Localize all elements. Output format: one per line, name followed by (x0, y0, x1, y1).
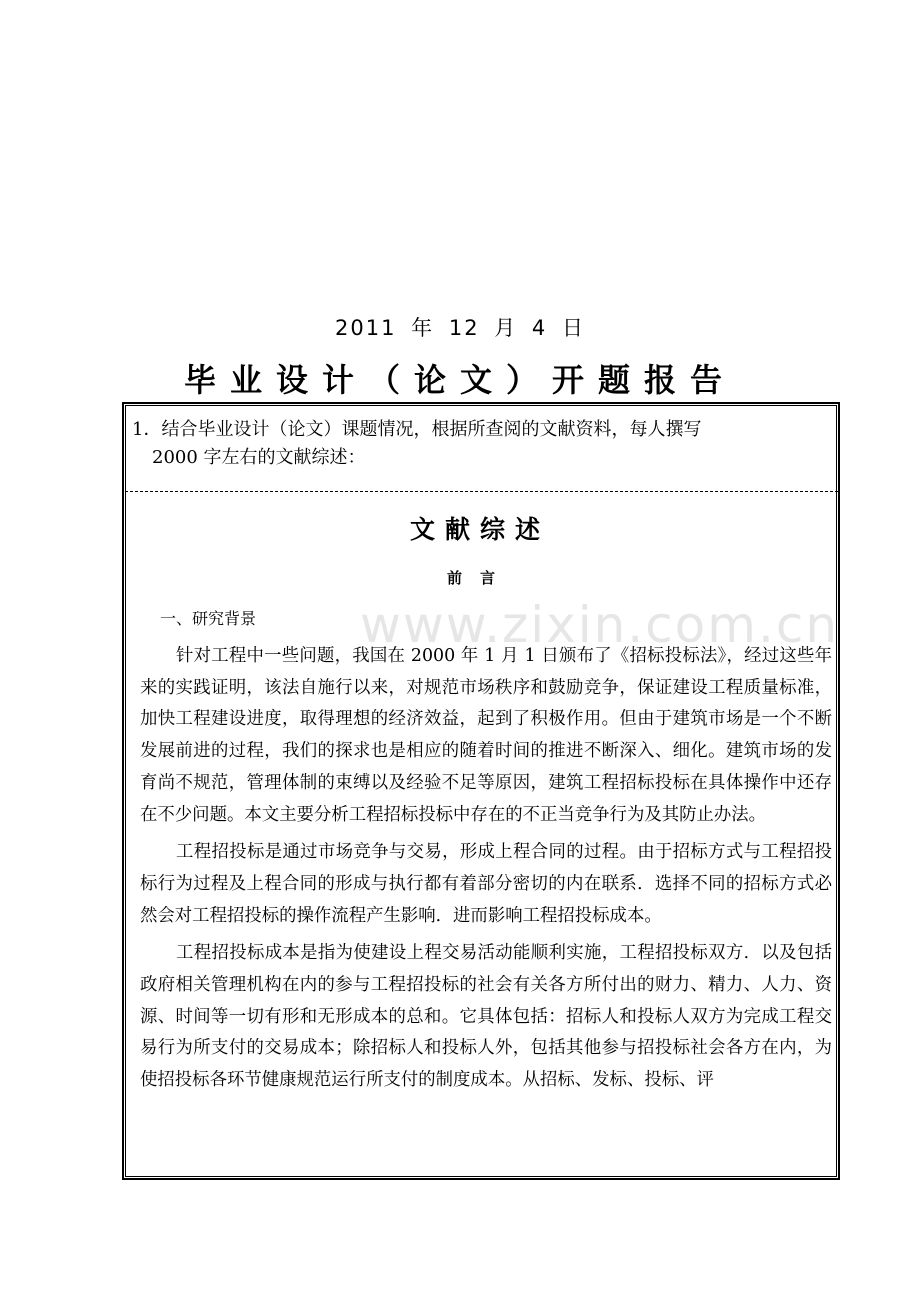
watermark: www.zixin.com.cn (360, 596, 840, 654)
prompt-line-2: 2000 字左右的文献综述： (152, 447, 366, 468)
paragraph: 针对工程中一些问题，我国在 2000 年 1 月 1 日颁布了《招标投标法》，经过这些年来的实践证明，该法自施行以来，对规范市场秩序和鼓励竞争，保证建设工程质量标准，加快工程建设进度，取得理想的经济效益，起到了积极作用。但由于建筑市场是一个不断发展前进的过程，我们的探求也是相应的随着时间的推进不断深入、细化。建筑市场的发育尚不规范，管理体制的束缚以及经验不足等原因，建筑工程招标投标在具体操作中还存在不少问题。本文主要分析工程招标投标中存在的不正当竞争行为及其防止办法。 (140, 646, 832, 825)
prompt-line-1: 1．结合毕业设计（论文）课题情况，根据所查阅的文献资料，每人撰写 (132, 419, 702, 440)
preface-heading: 前言 (446, 569, 513, 587)
paragraph: 工程招投标是通过市场竞争与交易，形成上程合同的过程。由于招标方式与工程招投标行为过程及上程合同的形成与执行都有着部分密切的内在联系．选择不同的招标方式必然会对工程招投标的操作流程产生影响．进而影响工程招投标成本。 (140, 842, 832, 926)
section-divider (125, 491, 838, 492)
research-background-heading: 一、研究背景 (160, 609, 257, 628)
review-body (140, 641, 832, 1097)
report-title: 毕业设计（论文）开题报告 (183, 361, 736, 399)
prompt-block (132, 416, 832, 472)
paragraph: 工程招投标成本是指为使建设上程交易活动能顺利实施，工程招投标双方．以及包括政府相关管理机构在内的参与工程招投标的社会有关各方所付出的财力、精力、人力、资源、时间等一切有形和无形成本的总和。它具体包括：招标人和投标人双方为完成工程交易行为所支付的交易成本；除招标人和投标人外，包括其他参与招投标社会各方在内，为使招投标各环节健康规范运行所支付的制度成本。从招标、发标、投标、评 (140, 943, 832, 1091)
review-title: 文献综述 (409, 515, 550, 544)
report-date: 2011 年 12 月 4 日 (335, 316, 585, 340)
